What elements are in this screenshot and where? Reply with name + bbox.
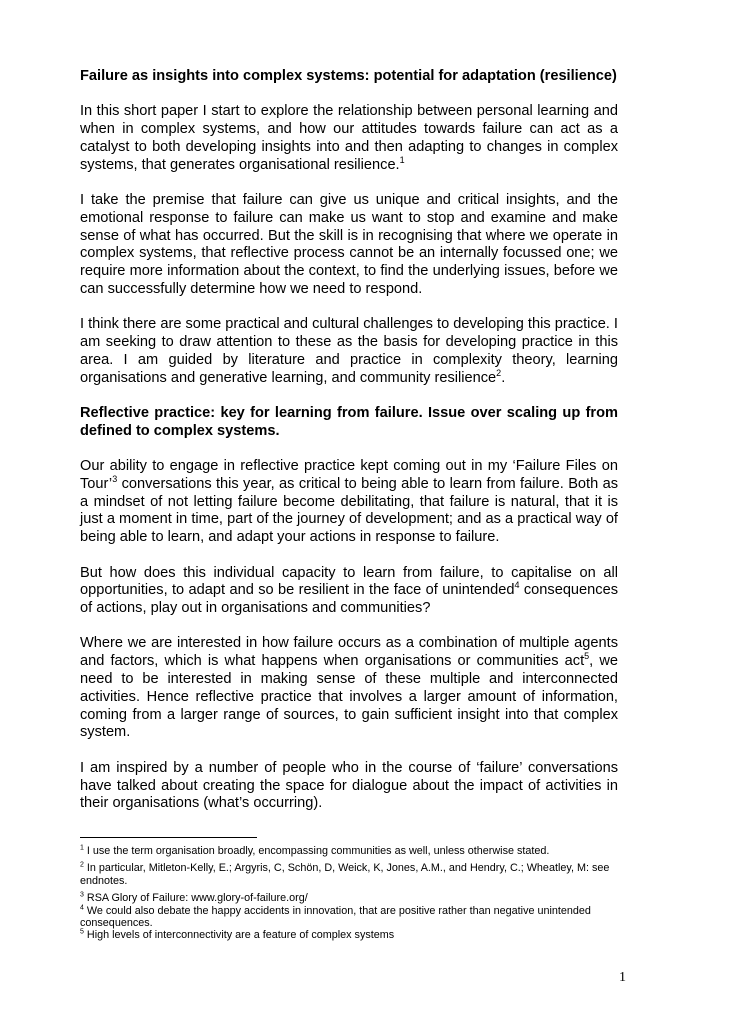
footnote-ref[interactable]: 3 (112, 473, 118, 484)
footnote-text: We could also debate the happy accidents in innovation, that are positive rather than negative unintended consequences. (80, 904, 591, 930)
footnotes (80, 845, 625, 942)
paragraph-text: In this short paper I start to explore the relationship between personal learning and when in complex systems, and how our attitudes towards failure can act as a catalyst to both developing insights into and then adapting to changes in complex systems, that generates organisational resilience. (80, 103, 618, 173)
paragraph-capacity (80, 565, 618, 618)
footnote-text: High levels of interconnectivity are a feature of complex systems (83, 929, 395, 942)
footnote (80, 862, 625, 887)
paragraph-intro (80, 103, 618, 174)
footnote-number: 3 (80, 891, 84, 899)
footnote-ref[interactable]: 2 (496, 367, 502, 378)
footnote (80, 892, 625, 904)
paragraph-text: But how does this individual capacity to learn from failure, to capitalise on all opportunities, to adapt and so be resilient in the face of unintended (80, 564, 618, 599)
footnote-ref[interactable]: 4 (514, 580, 520, 591)
page-title: Failure as insights into complex systems: potential for adaptation (resilience) (80, 68, 617, 84)
footnote-number: 5 (80, 928, 84, 936)
footnote (80, 905, 625, 930)
footnote-text: I use the term organisation broadly, encompassing communities as well, unless otherwise stated. (83, 845, 550, 857)
paragraph-reflective (80, 458, 618, 547)
paragraph-text: . (501, 369, 506, 386)
footnote-number: 1 (80, 844, 84, 852)
paragraph-agents (80, 635, 618, 742)
footnote-text: RSA Glory of Failure: www.glory-of-failure.org/ (83, 892, 308, 905)
paragraph-text: , we need to be interested in making sense of these multiple and interconnected activities. Hence reflective practice that involves a larger amount of information, coming from a larger range of sources, to gain sufficient insight into that complex system. (80, 653, 619, 741)
footnote-text: In particular, Mitleton-Kelly, E.; Argyris, C, Schön, D, Weick, K, Jones, A.M., and Hendry, C.; Wheatley, M: see endnotes. (80, 862, 610, 887)
paragraph-challenges (80, 316, 618, 387)
footnote-divider (80, 837, 257, 838)
footnote-number: 2 (80, 861, 84, 869)
paragraph-text: I think there are some practical and cultural challenges to developing this practice. I am seeking to draw attention to these as the basis for developing practice in this area. I am guided by literature and practice in complexity theory, learning organisations and generative learning, and community resilience (80, 316, 618, 386)
footnote (80, 845, 625, 857)
page-number: 1 (619, 970, 626, 985)
paragraph-text: Our ability to engage in reflective practice kept coming out in my ‘Failure Files on Tour’ (80, 458, 618, 492)
paragraph-premise: I take the premise that failure can give us unique and critical insights, and the emotional response to failure can make us want to stop and examine and make sense of what has occurred. But the skill is in recognising that where we operate in complex systems, that reflective process cannot be an internally focussed one; we require more information about the context, to find the underlying issues, before we can successfully determine how we need to respond. (80, 191, 618, 297)
paragraph-text: Where we are interested in how failure occurs as a combination of multiple agents and factors, which is what happens when organisations or communities act (80, 635, 618, 670)
paragraph-text: consequences of actions, play out in organisations and communities? (80, 582, 618, 617)
section-heading: Reflective practice: key for learning from failure. Issue over scaling up from defined to complex systems. (80, 404, 618, 439)
footnote-ref[interactable]: 1 (399, 154, 405, 165)
paragraph-text: conversations this year, as critical to being able to learn from failure. Both as a mindset of not letting failure become debilitating, that failure is natural, that it is just a moment in time, part of the journey of development; and as a practical way of being able to learn, and adapt your actions in response to failure. (80, 475, 618, 546)
footnote (80, 929, 625, 941)
footnote-ref[interactable]: 5 (584, 651, 590, 662)
footnote-number: 4 (80, 904, 84, 912)
paragraph-inspired: I am inspired by a number of people who in the course of ‘failure’ conversations have talked about creating the space for dialogue about the impact of activities in their organisations (what’s occurring). (80, 759, 618, 812)
body-text (80, 68, 618, 831)
